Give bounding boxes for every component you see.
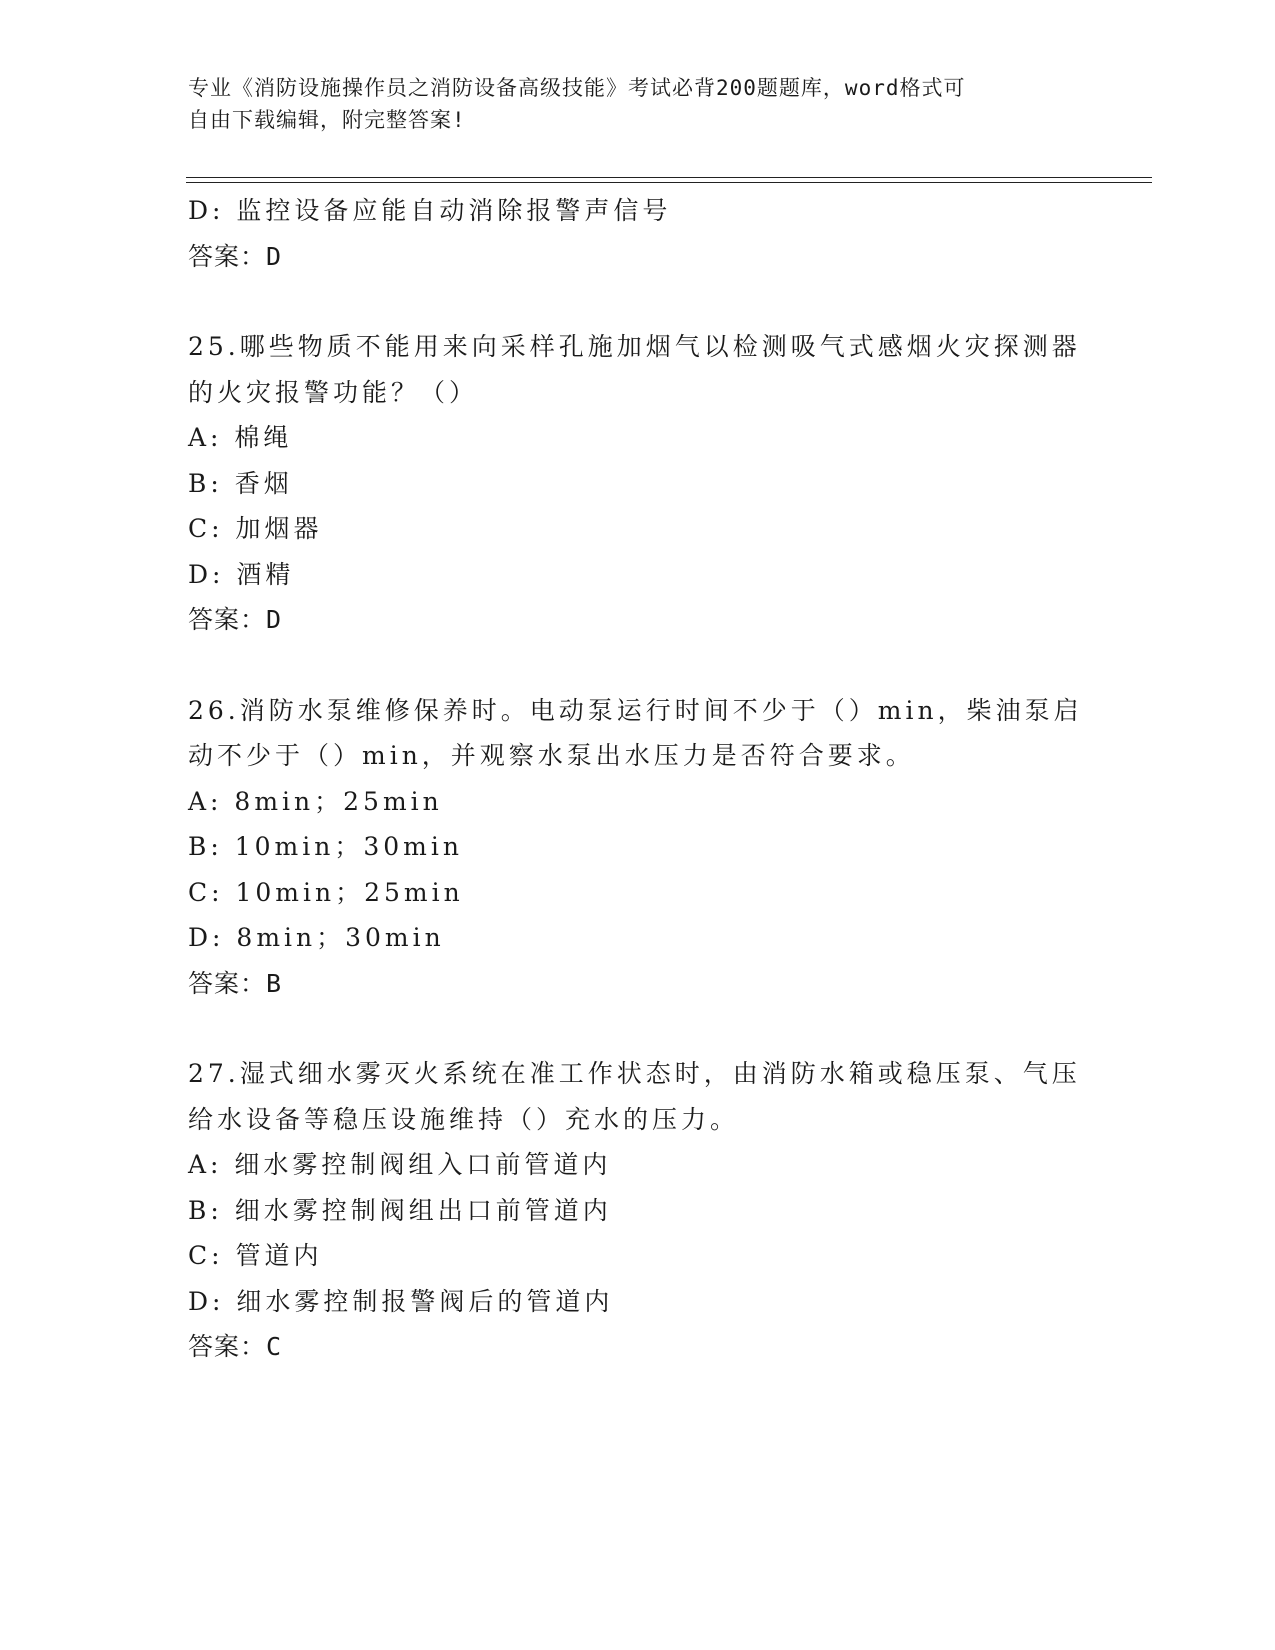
option-d: D: 监控设备应能自动消除报警声信号 [188, 196, 672, 225]
header-divider-bottom [186, 182, 1152, 183]
page-header [188, 72, 1068, 136]
question-stem-line-2: 的火灾报警功能？（） [188, 377, 479, 407]
spacer [188, 1006, 1068, 1051]
option-d: D: 酒精 [188, 559, 295, 589]
option-c: C: 10min；25min [188, 877, 464, 907]
spacer [188, 643, 1068, 688]
answer: 答案：B [188, 968, 283, 998]
option-c: C: 管道内 [188, 1241, 323, 1270]
answer: 答案：C [188, 1332, 283, 1361]
question-stem-line-1: 26.消防水泵维修保养时。电动泵运行时间不少于（）min，柴油泵启 [188, 695, 1083, 725]
spacer [188, 279, 1068, 324]
option-d: D: 细水雾控制报警阀后的管道内 [188, 1286, 614, 1316]
question-stem-line-2: 给水设备等稳压设施维持（）充水的压力。 [188, 1104, 740, 1134]
option-a: A: 8min；25min [188, 786, 443, 816]
question-content [188, 188, 1083, 1370]
question-stem-line-2: 动不少于（）min，并观察水泵出水压力是否符合要求。 [188, 741, 915, 770]
header-line-1: 专业《消防设施操作员之消防设备高级技能》考试必背200题题库，word格式可 [188, 76, 966, 100]
question-stem-line-1: 25.哪些物质不能用来向采样孔施加烟气以检测吸气式感烟火灾探测器 [188, 332, 1081, 361]
question-25 [188, 324, 1081, 643]
option-d: D: 8min；30min [188, 923, 445, 952]
option-a: A: 棉绳 [188, 423, 293, 452]
option-b: B: 细水雾控制阀组出口前管道内 [188, 1195, 612, 1225]
question-26 [188, 688, 1083, 1007]
previous-question-tail [188, 188, 1068, 279]
answer: 答案：D [188, 241, 283, 271]
question-stem-line-1: 27.湿式细水雾灭火系统在准工作状态时，由消防水箱或稳压泵、气压 [188, 1059, 1081, 1088]
option-b: B: 香烟 [188, 468, 293, 498]
option-b: B: 10min；30min [188, 832, 463, 861]
header-line-2: 自由下载编辑，附完整答案! [188, 108, 466, 132]
header-divider-top [186, 177, 1152, 178]
option-a: A: 细水雾控制阀组入口前管道内 [188, 1150, 612, 1179]
option-c: C: 加烟器 [188, 514, 323, 543]
question-27 [188, 1051, 1081, 1370]
answer: 答案：D [188, 605, 283, 634]
